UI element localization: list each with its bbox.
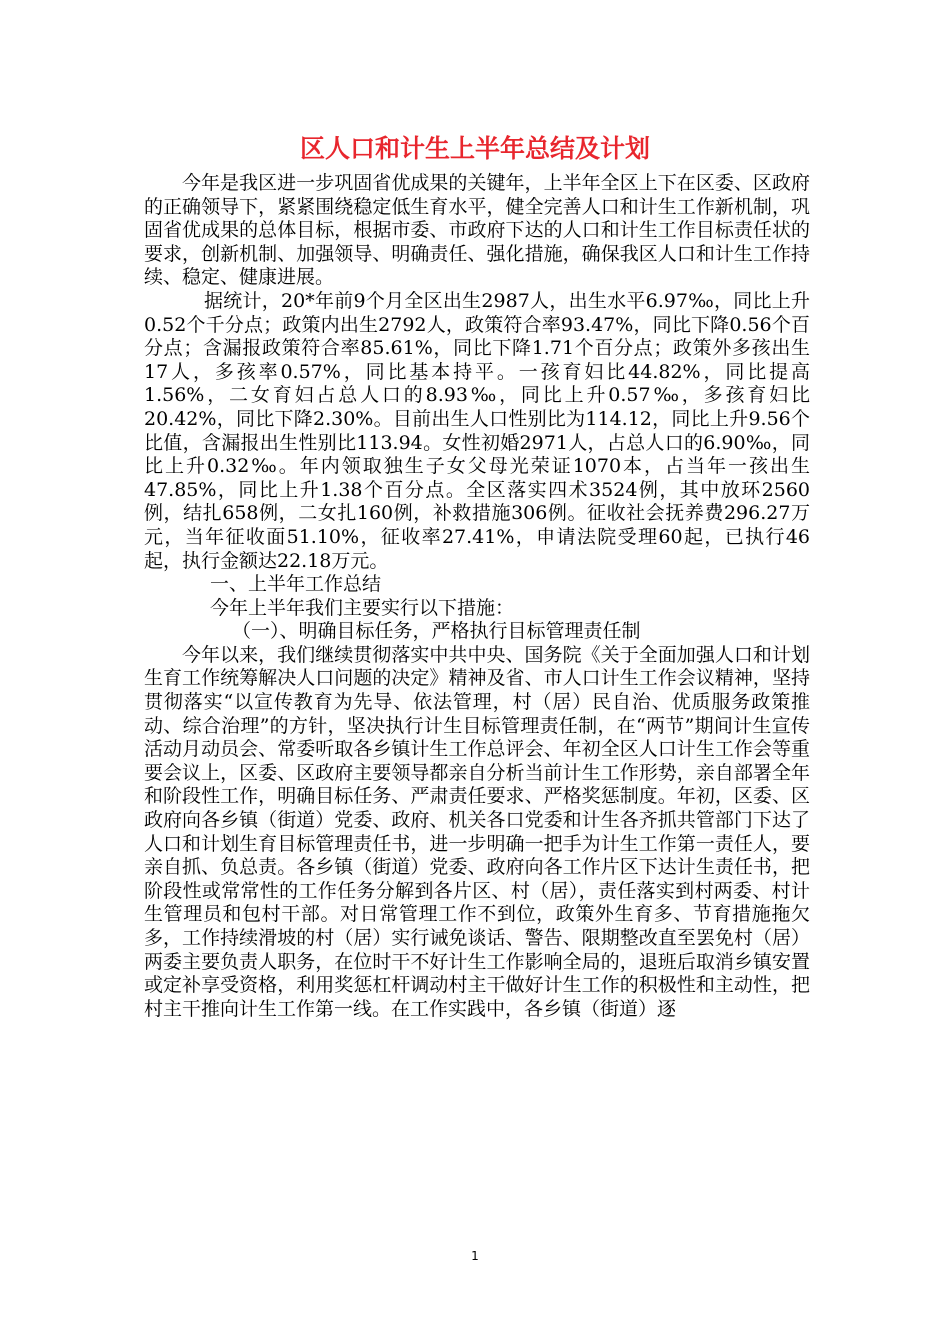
document-title: 区人口和计生上半年总结及计划 xyxy=(299,134,650,163)
paragraph-statistics: 据统计，20*年前9个月全区出生2987人，出生水平6.97‰，同比上升0.52个千分点；政策内出生2792人，政策符合率93.47%，同比下降0.56个百分点；含漏报政策符合率85.61%，同比下降1.71个百分点；政策外多孩出生17人，多孩率0.57%，同比基本持平。一孩育妇比44.82%，同比提高1.56%，二女育妇占总人口的8.93‰，同比上升0.57‰，多孩育妇比20.42%，同比下降2.30%。目前出生人口性别比为114.12，同比上升9.56个比值，含漏报出生性别比113.94。女性初婚2971人，占总人口的6.90‰，同比上升0.32‰。年内领取独生子女父母光荣证1070本，占当年一孩出生47.85%，同比上升1.38个百分点。全区落实四术3524例，其中放环2560例，结扎658例，二女扎160例，补救措施306例。征收社会抚养费296.27万元，当年征收面51.10%，征收率27.41%，申请法院受理60起，已执行46起，执行金额达22.18万元。 xyxy=(144,289,810,572)
paragraph-intro: 今年是我区进一步巩固省优成果的关键年，上半年全区上下在区委、区政府的正确领导下，紧紧围绕稳定低生育水平，健全完善人口和计生工作新机制，巩固省优成果的总体目标，根据市委、市政府下达的人口和计生工作目标责任状的要求，创新机制、加强领导、明确责任、强化措施，确保我区人口和计生工作持续、稳定、健康进展。 xyxy=(144,172,810,289)
section-heading-summary: 一、上半年工作总结 xyxy=(210,573,382,596)
document-body xyxy=(144,172,810,1021)
paragraph-targets-detail: 今年以来，我们继续贯彻落实中共中央、国务院《关于全面加强人口和计划生育工作统筹解决人口问题的决定》精神及省、市人口计生工作会议精神，坚持贯彻落实“以宣传教育为先导、依法管理，村（居）民自治、优质服务政策推动、综合治理”的方针，坚决执行计生目标管理责任制，在“两节”期间计生宣传活动月动员会、常委听取各乡镇计生工作总评会、年初全区人口计生工作会等重要会议上，区委、区政府主要领导都亲自分析当前计生工作形势，亲自部署全年和阶段性工作，明确目标任务、严肃责任要求、严格奖惩制度。年初，区委、区政府向各乡镇（街道）党委、政府、机关各口党委和计生各齐抓共管部门下达了人口和计划生育目标管理责任书，进一步明确一把手为计生工作第一责任人，要亲自抓、负总责。各乡镇（街道）党委、政府向各工作片区下达计生责任书，把阶段性或常常性的工作任务分解到各片区、村（居），责任落实到村两委、村计生管理员和包村干部。对日常管理工作不到位，政策外生育多、节育措施拖欠多，工作持续滑坡的村（居）实行诫免谈话、警告、限期整改直至罢免村（居）两委主要负责人职务，在位时干不好计生工作影响全局的，退班后取消乡镇安置或定补享受资格，利用奖惩杠杆调动村主干做好计生工作的积极性和主动性，把村主干推向计生工作第一线。在工作实践中，各乡镇（街道）逐 xyxy=(144,643,810,1020)
page-number: 1 xyxy=(471,1249,479,1263)
paragraph-measures-intro: 今年上半年我们主要实行以下措施： xyxy=(210,596,515,619)
subsection-heading-targets: （一）、明确目标任务，严格执行目标管理责任制 xyxy=(232,620,641,643)
